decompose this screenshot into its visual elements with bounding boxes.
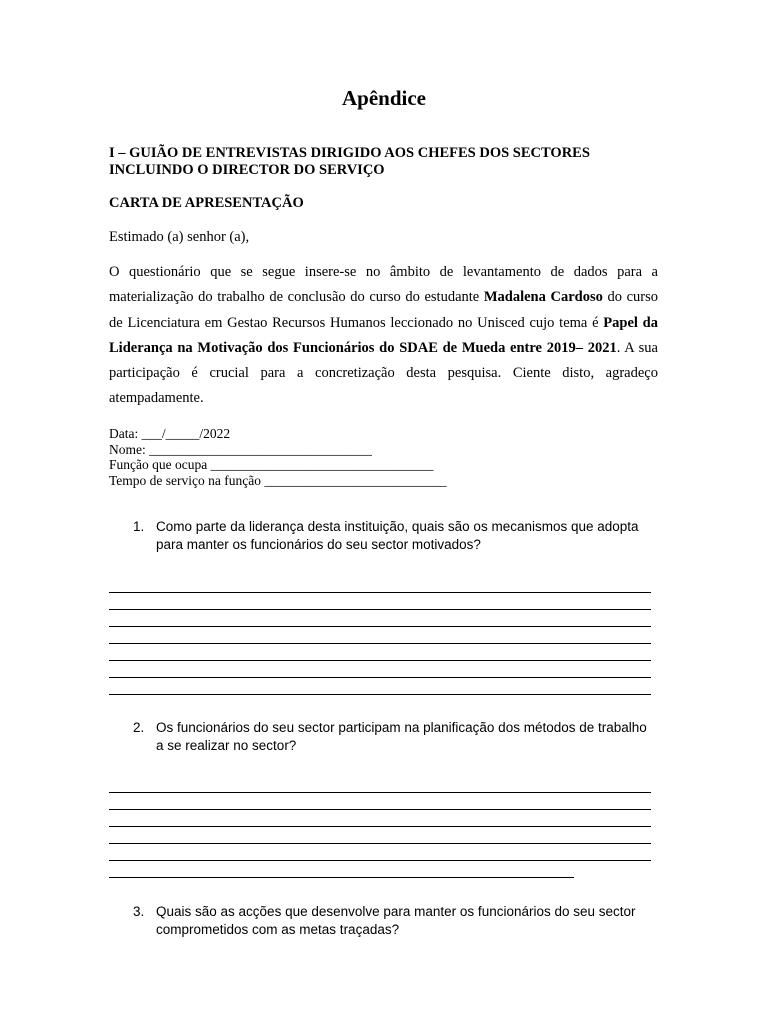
service-time-field: Tempo de serviço na função ___________________________ (109, 472, 447, 488)
paragraph-text: . A sua participação é crucial para a concretização desta pesquisa. Ciente disto, agradeço atempadamente. (109, 339, 658, 407)
student-name: Madalena Cardoso (483, 289, 603, 306)
answer-line (109, 694, 651, 695)
paragraph-text: O questionário que se segue insere-se no âmbito de levantamento de dados para a materialização do trabalho de conclusão do curso do estudante (109, 264, 658, 306)
question-3 (133, 903, 653, 939)
answer-line (109, 877, 574, 878)
date-field: Data: ___/_____/2022 (109, 426, 231, 441)
question-1 (133, 518, 653, 554)
function-field: Função que ocupa _________________________________ (109, 457, 434, 472)
question-number: 1. (133, 519, 145, 534)
answer-line (109, 826, 651, 827)
research-theme: Papel da Liderança na Motivação dos Funcionários do SDAE de Mueda entre 2019– 2021 (109, 314, 659, 356)
section-heading: I – GUIÃO DE ENTREVISTAS DIRIGIDO AOS CHEFES DOS SECTORES INCLUINDO O DIRECTOR DO SERVIÇO (109, 145, 590, 178)
salutation: Estimado (a) senhor (a), (109, 229, 250, 245)
question-2 (133, 719, 653, 755)
respondent-form (109, 426, 447, 488)
answer-line (109, 660, 651, 661)
letter-heading: CARTA DE APRESENTAÇÃO (109, 195, 304, 211)
question-number: 3. (133, 904, 145, 919)
answer-line (109, 643, 651, 644)
question-text: Quais são as acções que desenvolve para manter os funcionários do seu sector comprometidos com as metas traçadas? (156, 904, 636, 937)
answer-line (109, 609, 651, 610)
answer-line (109, 592, 651, 593)
answer-line (109, 677, 651, 678)
answer-line (109, 809, 651, 810)
paragraph-text: do curso de Licenciatura em Gestao Recursos Humanos leccionado no Unisced cujo tema é (109, 289, 658, 331)
question-text: Os funcionários do seu sector participam na planificação dos métodos de trabalho a se realizar no sector? (156, 720, 647, 753)
name-field: Nome: _________________________________ (109, 441, 372, 457)
answer-line (109, 843, 651, 844)
answer-line (109, 860, 651, 861)
question-text: Como parte da liderança desta instituição, quais são os mecanismos que adopta para manter os funcionários do seu sector motivados? (156, 519, 639, 552)
presentation-paragraph (109, 260, 658, 412)
page-title: Apêndice (342, 86, 426, 110)
answer-line (109, 626, 651, 627)
question-number: 2. (133, 720, 145, 735)
answer-line (109, 792, 651, 793)
